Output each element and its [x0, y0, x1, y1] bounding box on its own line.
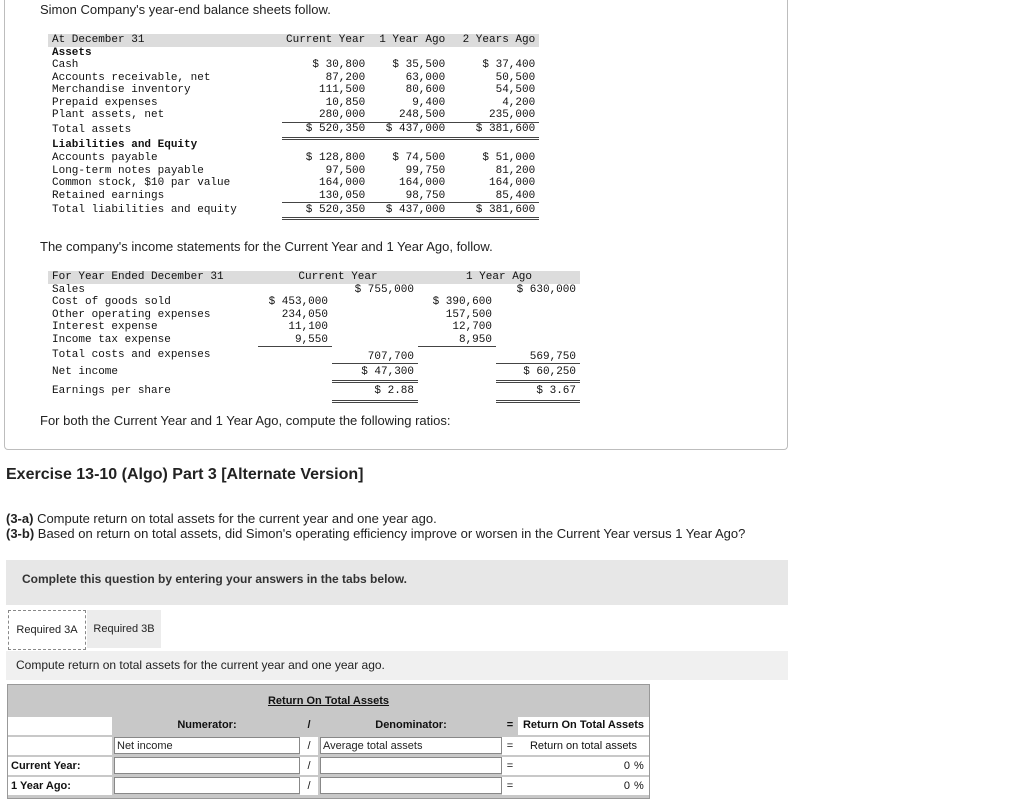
table-row: Plant assets, net 280,000 248,500 235,000	[48, 109, 539, 122]
bs-header-current: Current Year	[282, 34, 369, 47]
exercise-title: Exercise 13-10 (Algo) Part 3 [Alternate Version]	[6, 466, 364, 483]
total-liabilities-row: Total liabilities and equity $ 520,350 $ 437,000 $ 381,600	[48, 203, 539, 219]
percent-sign: %	[634, 760, 644, 772]
answer-table-title: Return On Total Assets	[267, 695, 390, 707]
tab-required-3b[interactable]: Required 3B	[87, 610, 161, 648]
complete-question-bar	[6, 560, 788, 605]
divide-symbol: /	[307, 719, 311, 731]
result-value-1y: 0	[623, 780, 630, 792]
denominator-label-input[interactable]: Average total assets	[320, 737, 502, 754]
is-header-1y: 1 Year Ago	[418, 271, 580, 284]
eps-row: Earnings per share $ 2.88 $ 3.67	[48, 382, 580, 402]
instruction-text: Compute return on total assets for the current year and one year ago.	[16, 658, 385, 672]
table-row: Common stock, $10 par value 164,000 164,000 164,000	[52, 177, 536, 189]
table-row: Cash $ 30,800 $ 35,500 $ 37,400	[52, 59, 536, 71]
equals-symbol: =	[506, 780, 514, 792]
bs-header-1y: 1 Year Ago	[369, 34, 449, 47]
numerator-input-1y[interactable]	[114, 777, 300, 794]
is-header-label: For Year Ended December 31	[48, 271, 258, 284]
question-3b: (3-b) Based on return on total assets, did Simon's operating efficiency improve or worsen in the Current Year versus 1 Year Ago?	[6, 526, 746, 541]
intro-ratios-text: For both the Current Year and 1 Year Ago, compute the following ratios:	[40, 413, 451, 428]
numerator-input-current[interactable]	[114, 757, 300, 774]
table-row: Interest expense 11,100 12,700	[52, 321, 492, 333]
bs-header-label: At December 31	[48, 34, 282, 47]
intro-balance-text: Simon Company's year-end balance sheets follow.	[40, 2, 331, 17]
equals-symbol: =	[506, 719, 514, 731]
liabilities-heading: Liabilities and Equity	[52, 138, 198, 151]
sales-row: Sales $ 755,000 $ 630,000	[52, 283, 576, 296]
total-costs-row: Total costs and expenses 707,700 569,750	[48, 347, 580, 364]
table-row: Long-term notes payable 97,500 99,750 81,200	[52, 164, 536, 177]
denominator-header: Denominator:	[375, 719, 447, 731]
table-row: Merchandise inventory 111,500 80,600 54,500	[52, 84, 536, 96]
numerator-header: Numerator:	[177, 719, 237, 731]
balance-sheet-table	[48, 34, 539, 220]
row-label-current-year: Current Year:	[11, 760, 81, 772]
result-label: Return on total assets	[529, 740, 637, 752]
is-header-current: Current Year	[258, 271, 418, 284]
intro-income-text: The company's income statements for the Current Year and 1 Year Ago, follow.	[40, 239, 493, 254]
assets-heading: Assets	[52, 46, 92, 59]
table-row: Retained earnings 130,050 98,750 85,400	[48, 190, 539, 203]
instruction-bar	[6, 651, 788, 680]
income-statement-table	[48, 271, 580, 403]
result-value-current: 0	[623, 760, 630, 772]
table-row: Accounts payable $ 128,800 $ 74,500 $ 51,000	[52, 152, 536, 164]
tab-required-3a[interactable]: Required 3A	[8, 610, 86, 650]
divide-symbol: /	[307, 760, 311, 772]
question-3a: (3-a) Compute return on total assets for the current year and one year ago.	[6, 511, 437, 526]
table-row: Other operating expenses 234,050 157,500	[52, 308, 492, 321]
equals-symbol: =	[506, 740, 514, 752]
numerator-label-input[interactable]: Net income	[114, 737, 300, 754]
table-row: Cost of goods sold $ 453,000 $ 390,600	[52, 296, 492, 308]
row-label-1-year-ago: 1 Year Ago:	[11, 780, 71, 792]
table-row: Accounts receivable, net 87,200 63,000 50,500	[52, 71, 536, 84]
equals-symbol: =	[506, 760, 514, 772]
divide-symbol: /	[307, 780, 311, 792]
denominator-input-1y[interactable]	[320, 777, 502, 794]
result-header: Return On Total Assets	[522, 719, 645, 731]
divide-symbol: /	[307, 740, 311, 752]
net-income-row: Net income $ 47,300 $ 60,250	[48, 364, 580, 382]
total-assets-row: Total assets $ 520,350 $ 437,000 $ 381,600	[48, 122, 539, 138]
table-row: Prepaid expenses 10,850 9,400 4,200	[52, 96, 536, 109]
bs-header-2y: 2 Years Ago	[449, 34, 539, 47]
denominator-input-current[interactable]	[320, 757, 502, 774]
percent-sign: %	[634, 780, 644, 792]
table-row: Income tax expense 9,550 8,950	[48, 334, 580, 347]
answer-table	[7, 684, 650, 799]
complete-question-text: Complete this question by entering your answers in the tabs below.	[22, 572, 407, 586]
